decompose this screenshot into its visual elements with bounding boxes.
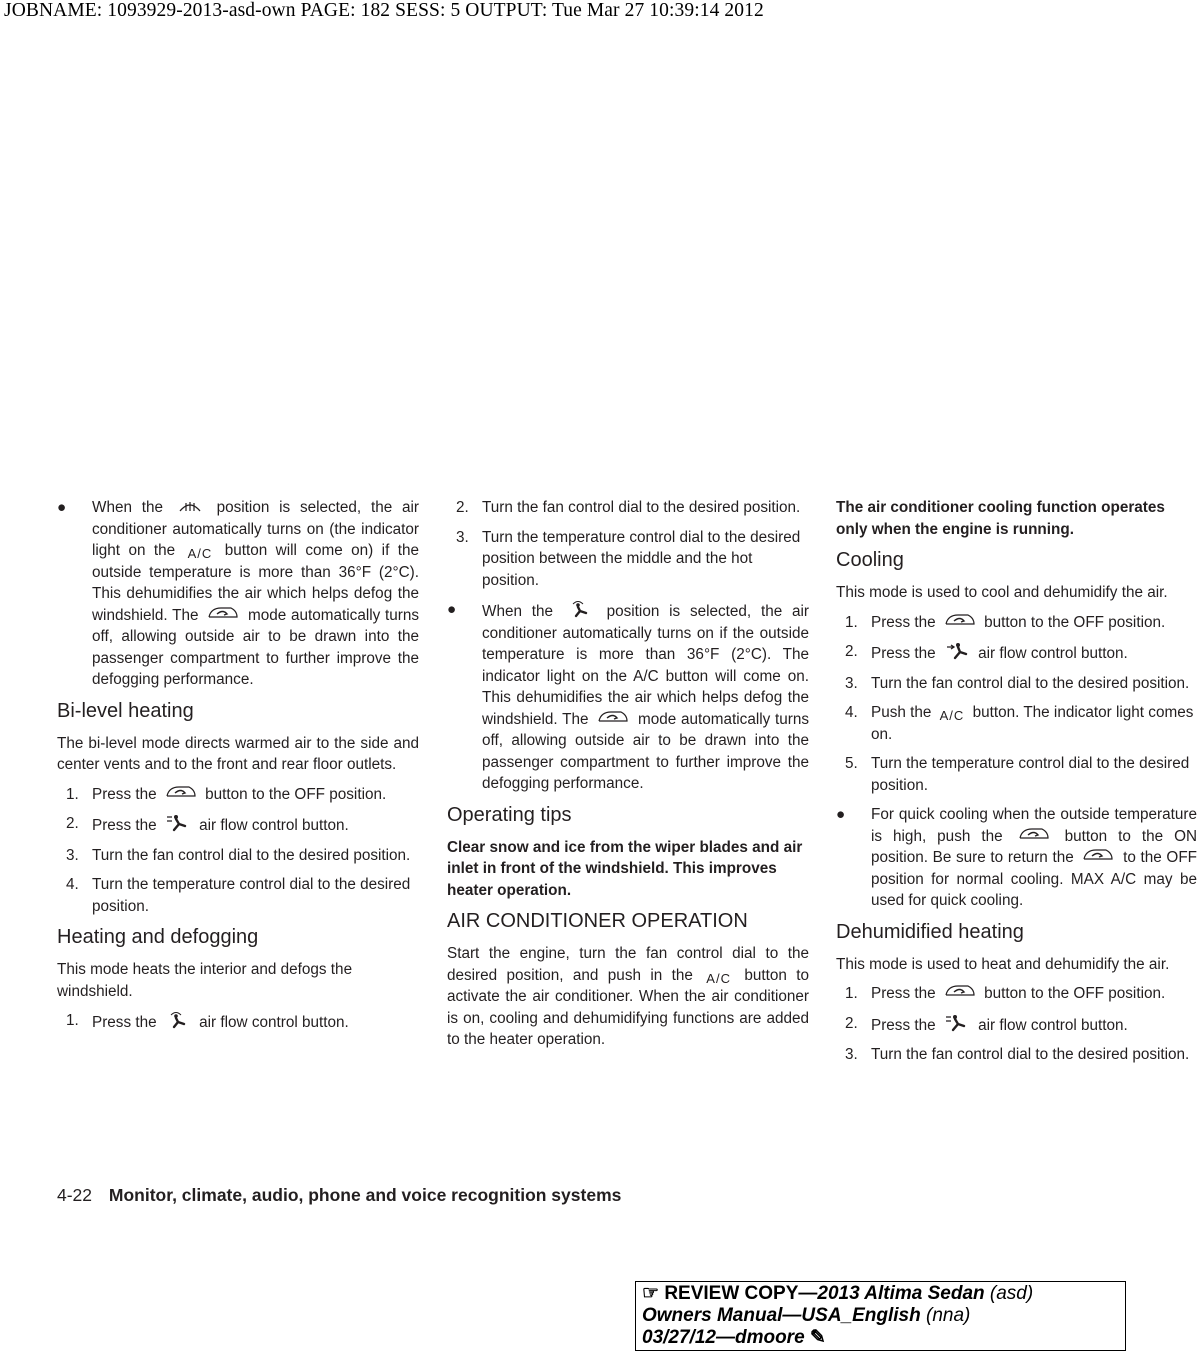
recirculation-icon: [1082, 847, 1114, 865]
column-1: [57, 497, 419, 1042]
tips-bold: Clear snow and ice from the wiper blades and air inlet in front of the windshield. This improves heater operation.: [447, 838, 803, 899]
review-copy-box: ☞ REVIEW COPY—2013 Altima Sedan (asd) Owners Manual—USA_English (nna) 03/27/12—dmoore ✎: [635, 1281, 1126, 1351]
job-header: JOBNAME: 1093929-2013-asd-own PAGE: 182 SESS: 5 OUTPUT: Tue Mar 27 10:39:14 2012: [4, 0, 764, 21]
dehum-step-3: 3. Turn the fan control dial to the desired position.: [845, 1046, 1190, 1063]
heat-defog-intro: This mode heats the interior and defogs the windshield.: [57, 961, 353, 1000]
column-2: [447, 497, 809, 1059]
dehum-intro: This mode is used to heat and dehumidify the air.: [836, 955, 1170, 973]
bilevel-step-1: 1. Press the button to the OFF position.: [66, 785, 387, 803]
bilevel-step-2: 2. Press the air flow control button.: [66, 815, 349, 834]
recirculation-icon: [207, 605, 239, 623]
ac-icon: A/C: [939, 708, 965, 723]
pencil-icon: ✎: [809, 1327, 826, 1348]
bullet-quick-cooling: ● For quick cooling when the outside temperature is high, push the button to the ON position. Be sure to return the to the OFF position for normal cooling. MAX A/C may be used for quick cooling.: [836, 806, 1197, 909]
ac-icon: A/C: [187, 546, 213, 561]
heading-bilevel: Bi-level heating: [57, 699, 194, 722]
defrost-floor-icon: [165, 1010, 191, 1030]
dehum-step-2: 2. Press the air flow control button.: [845, 1014, 1128, 1034]
cooling-intro: This mode is used to cool and dehumidify the air.: [836, 584, 1168, 601]
cooling-step-2: 2. Press the air flow control button.: [845, 643, 1128, 662]
bullet-mark: ●: [447, 601, 457, 618]
bullet-mark: ●: [836, 806, 846, 823]
heading-dehumidified: Dehumidified heating: [836, 920, 1024, 943]
column-3: [836, 497, 1197, 1074]
pointing-hand-icon: ☞: [642, 1283, 660, 1304]
recirculation-icon: [597, 709, 629, 727]
cooling-step-4: 4. Push the A/C button. The indicator light comes on.: [845, 704, 1194, 743]
recirculation-icon: [165, 784, 197, 802]
section-title: Monitor, climate, audio, phone and voice recognition systems: [108, 1185, 622, 1205]
bilevel-step-4: 4. Turn the temperature control dial to the desired position.: [66, 876, 411, 915]
bilevel-mode-icon: [944, 1013, 970, 1033]
engine-warning: The air conditioner cooling function operates only when the engine is running.: [836, 499, 1165, 538]
dehum-step-1: 1. Press the button to the OFF position.: [845, 985, 1166, 1002]
bullet-defrost-floor: ● When the position is selected, the air conditioner automatically turns on if the outside temperature is more than 36°F (2°C). The indicator light on the A/C button will come on. This dehumidifies the air which helps defog the windshield. The mode automatically turns off, allowing outside air to be drawn into the passenger compartment to further improve the defogging performance.: [447, 601, 810, 792]
heat-defog-step-2: 2. Turn the fan control dial to the desired position.: [456, 499, 801, 516]
defrost-icon: [177, 497, 203, 515]
face-vent-icon: [944, 641, 970, 661]
bullet-defrost: ● When the position is selected, the air conditioner automatically turns on (the indicator light on the A/C button will come on) if the outside temperature is more than 36°F (2°C). This dehumidifies the air which helps defog the windshield. The mode automatically turns off, allowing outside air to be drawn into the passenger compartment to further improve the defogging performance.: [57, 499, 420, 688]
page-number: 4-22: [57, 1185, 93, 1205]
heading-heat-defog: Heating and defogging: [57, 926, 259, 948]
defrost-floor-icon: [567, 599, 593, 619]
heading-cooling: Cooling: [836, 549, 904, 571]
heading-ac-operation: AIR CONDITIONER OPERATION: [447, 910, 748, 932]
bilevel-intro: The bi-level mode directs warmed air to the side and center vents and to the front and rear floor outlets.: [57, 734, 419, 773]
heat-defog-step-3: 3. Turn the temperature control dial to the desired position between the middle and the hot position.: [456, 528, 801, 589]
recirculation-icon: [1018, 826, 1050, 844]
bilevel-mode-icon: [165, 813, 191, 833]
ac-operation-text: Start the engine, turn the fan control dial to the desired position, and push in the A/C button to activate the air conditioner. When the air conditioner is on, cooling and dehumidifying functions are added to the heater operation.: [447, 945, 810, 1048]
cooling-step-5: 5. Turn the temperature control dial to the desired position.: [845, 755, 1190, 794]
ac-icon: A/C: [706, 970, 731, 986]
bilevel-step-3: 3. Turn the fan control dial to the desired position.: [66, 846, 411, 864]
recirculation-icon: [944, 983, 976, 1001]
heat-defog-step-1: 1. Press the air flow control button.: [66, 1012, 349, 1031]
page-footer: [57, 1185, 621, 1206]
heading-operating-tips: Operating tips: [447, 803, 572, 826]
recirculation-icon: [944, 612, 976, 630]
bullet-mark: ●: [57, 499, 67, 516]
cooling-step-1: 1. Press the button to the OFF position.: [845, 613, 1166, 631]
cooling-step-3: 3. Turn the fan control dial to the desired position.: [845, 674, 1190, 692]
